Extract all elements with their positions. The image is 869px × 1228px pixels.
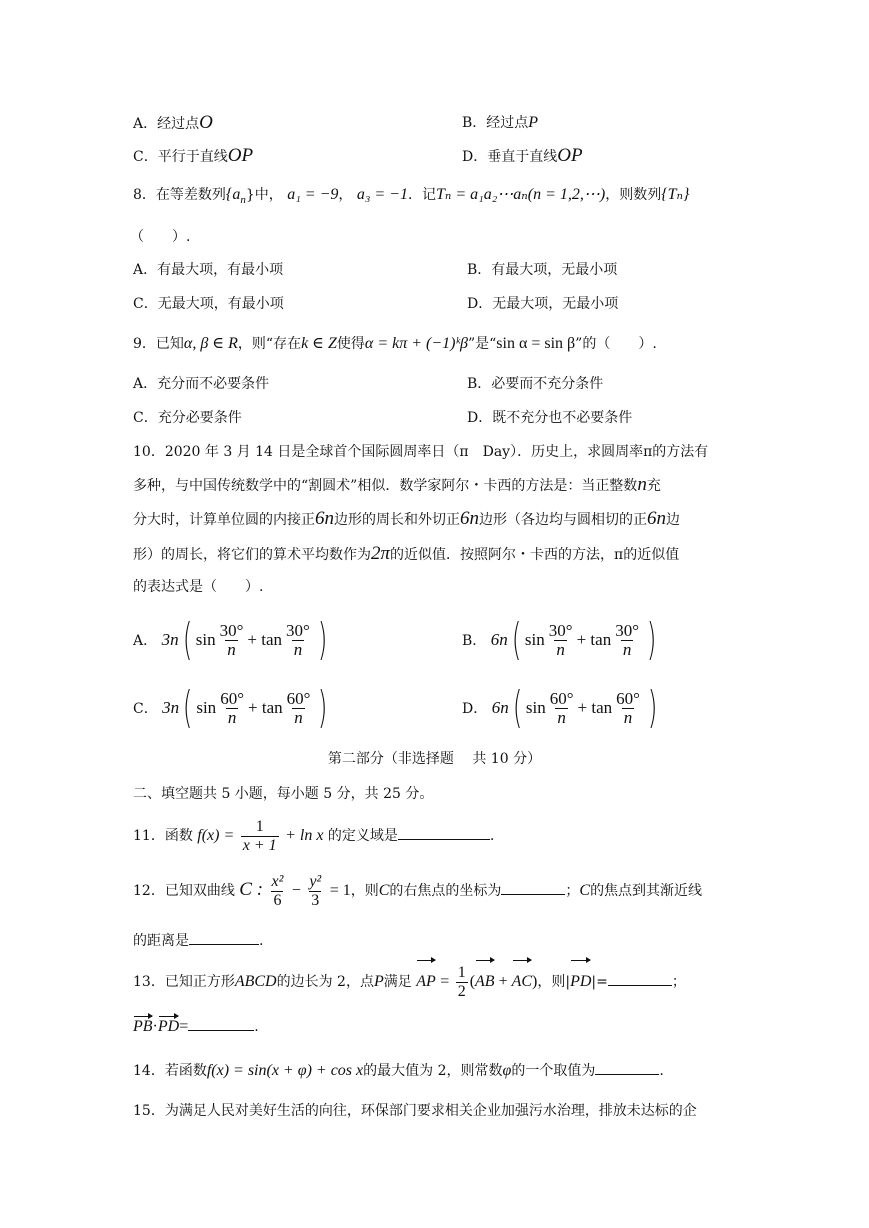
q9-option-b: B．必要而不充分条件 [467, 376, 604, 392]
q12-c3: C [579, 882, 591, 899]
q8-option-c: C．无最大项，有最小项 [133, 296, 284, 312]
right-paren: ) [317, 614, 328, 665]
q9-math-1: α, β ∈ R [183, 335, 238, 352]
tan-label: tan [261, 698, 283, 717]
q11-fx: f(x) = [197, 827, 235, 844]
q11-answer-blank[interactable] [398, 825, 490, 840]
q10-line-2-math: n [637, 474, 647, 495]
sin-label: sin [525, 698, 546, 717]
q14-text-b: 的最大值为 2，则常数 [363, 1063, 503, 1079]
q10-line-3-m2: 6n [460, 508, 479, 529]
vector-pd-2: PD [158, 1016, 179, 1038]
left-paren: ( [182, 614, 192, 665]
plus-sign: + [248, 698, 258, 717]
vector-ac: AC [512, 960, 532, 1004]
fraction [614, 690, 642, 727]
q13-dot: · [152, 1018, 158, 1035]
q8-paren: （ ）. [130, 229, 191, 245]
q9-option-c: C．充分必要条件 [133, 410, 242, 426]
q10-option-d-expr [492, 680, 661, 736]
q10-line-3 [133, 508, 680, 531]
q7-option-c [133, 145, 253, 168]
q12-text-d: ； [565, 883, 580, 899]
q11-text-b: 的定义域是 [327, 828, 398, 844]
q10-option-b-label: B． [462, 633, 487, 649]
q13-sep: ； [671, 974, 686, 990]
q12-c: C : [239, 879, 264, 900]
q10-line-3-d: 边 [666, 512, 680, 528]
q11-denominator: x + 1 [242, 836, 277, 854]
q8-option-b: B．有最大项，无最小项 [467, 262, 618, 278]
q11-fraction [241, 818, 279, 855]
fraction-numerator: 30° [219, 620, 244, 640]
q9-text-a: 9．已知 [133, 336, 184, 352]
q10-line-2-tail: 充 [646, 478, 661, 494]
vector-pd: PD [570, 960, 591, 1004]
q12-text-a: 12．已知双曲线 [133, 883, 235, 899]
q7-option-a-symbol: O [199, 112, 213, 133]
q7-option-c-label: C．平行于直线 [133, 149, 228, 165]
q12-line-2 [133, 930, 263, 952]
q10-option-a [133, 612, 331, 669]
q8-seq-an: {a [225, 186, 241, 203]
plus-sign: + [577, 698, 588, 717]
q7-option-c-symbol: OP [227, 145, 254, 166]
q7-option-b-symbol: P [528, 114, 539, 131]
q12-text-e: 的焦点到其渐近线 [590, 883, 703, 899]
left-paren: ( [512, 682, 522, 733]
q8-tn: Tₙ = a₁a₂⋯aₙ(n = 1,2,⋯) [435, 186, 606, 203]
q12-den2: 3 [311, 891, 320, 909]
q9-text-c: 使得 [336, 336, 365, 352]
q14-text-a: 14．若函数 [133, 1063, 207, 1079]
vector-ab: AB [475, 960, 495, 1004]
fraction-denominator: n [622, 639, 632, 659]
q13-end: . [254, 1019, 259, 1035]
q9-text-b: ，则“存在 [237, 336, 302, 352]
q13-eq: = [440, 973, 450, 990]
q14 [133, 1060, 664, 1082]
q11-numerator: 1 [255, 817, 264, 835]
q10-option-a-expr [162, 612, 331, 668]
fraction [218, 622, 246, 659]
q13-half [456, 964, 468, 1001]
left-paren: ( [511, 614, 522, 665]
fraction-denominator: n [556, 639, 565, 659]
q9-text-e: ”的（ ）. [575, 336, 657, 352]
fraction [285, 690, 313, 727]
q12-end: . [259, 933, 264, 949]
sin-label: sin [196, 698, 217, 717]
tan-label: tan [261, 630, 283, 649]
tan-label: tan [590, 630, 612, 649]
q14-end: . [659, 1063, 664, 1079]
q13-text-e: |= [591, 974, 608, 990]
fraction-numerator: 30° [615, 620, 640, 640]
q12-den1: 6 [273, 891, 282, 909]
fraction [218, 690, 246, 727]
q10-line-3-m3: 6n [647, 508, 666, 529]
q10-option-a-label: A． [133, 633, 158, 649]
q12-answer-blank-2[interactable] [189, 930, 259, 945]
fraction-denominator: n [294, 707, 303, 727]
fraction-denominator: n [227, 639, 236, 659]
right-paren: ) [318, 682, 328, 733]
q10-option-d-label: D． [462, 701, 488, 717]
q8-seq-tn: {Tₙ} [661, 186, 690, 203]
q9-math-4: sin α = sin β [496, 335, 576, 352]
q10-line-1: 10．2020 年 3 月 14 日是全球首个国际圆周率日（π Day）．历史上，求圆周率π的方法有 [133, 444, 709, 460]
q13-eq2: = [179, 1018, 189, 1035]
q13-line-2 [133, 1016, 259, 1038]
q11-end: . [489, 828, 495, 844]
q9-stem [133, 333, 657, 355]
q8-sep: ， [338, 187, 353, 203]
fraction [548, 690, 576, 727]
q7-option-b [462, 112, 538, 134]
q10-line-2 [133, 474, 661, 497]
fraction-numerator: 60° [549, 688, 574, 708]
q10-line-2-text: 多种，与中国传统数学中的“割圆术”相似．数学家阿尔・卡西的方法是：当正整数 [133, 478, 638, 494]
q10-option-a-coef: 3n [161, 630, 179, 649]
q10-option-c [133, 680, 332, 737]
q7-option-a [133, 112, 213, 135]
fraction-denominator: n [293, 639, 303, 659]
q11-text-a: 11．函数 [133, 828, 193, 844]
q10-line-4-math: 2π [371, 543, 391, 564]
q14-text-c: 的一个取值为 [511, 1063, 596, 1079]
fraction-numerator: 60° [286, 688, 311, 708]
q13-answer-blank-2[interactable] [188, 1016, 254, 1031]
q13-text-c: 满足 [383, 974, 412, 990]
vector-ap: AP [416, 960, 436, 1004]
q10-option-c-label: C． [133, 701, 158, 717]
q13-text-b: 的边长为 2，点 [276, 974, 374, 990]
q13-p: P [373, 973, 384, 990]
q9-option-d: D．既不充分也不必要条件 [467, 410, 633, 426]
fraction [284, 622, 312, 659]
q10-option-b [462, 612, 660, 669]
q13-abcd: ABCD [234, 973, 277, 990]
q8-text-c: ．记 [407, 187, 436, 203]
part2-heading: 第二部分（非选择题 共 10 分） [327, 751, 542, 767]
q10-line-5: 的表达式是（ ）. [133, 579, 264, 595]
sin-label: sin [524, 630, 545, 649]
q9-math-3: α = kπ + (−1)ᵏβ [364, 335, 468, 352]
q12-text-c: 的右焦点的坐标为 [389, 883, 502, 899]
q10-option-d-coef: 6n [491, 698, 509, 717]
q7-option-d [462, 145, 583, 168]
q12-text-b: ，则 [350, 883, 379, 899]
q12-fraction-2 [307, 873, 323, 910]
q8-seq-an-sub: n [240, 193, 246, 206]
q8-a3: a₃ = −1 [356, 186, 408, 203]
q9-math-2: k ∈ Z [301, 335, 337, 352]
fraction-denominator: n [557, 707, 566, 727]
q8-option-d: D．无最大项，无最小项 [467, 296, 619, 312]
q10-line-4-a: 形）的周长，将它们的算术平均数作为 [133, 547, 371, 563]
q10-line-3-b: 边形的周长和外切正 [334, 512, 460, 528]
fraction-numerator: 30° [286, 620, 310, 640]
fraction [613, 622, 641, 659]
q12-num1: x² [271, 872, 284, 890]
q13-text-d: ，则| [537, 974, 571, 990]
q13-half-num: 1 [457, 963, 466, 981]
q12 [133, 868, 702, 913]
q10-option-d [462, 680, 661, 737]
q10-line-4-b: 的近似值．按照阿尔・卡西的方法，π的近似值 [390, 547, 680, 563]
fraction-denominator: n [227, 707, 237, 727]
q12-c2: C [378, 882, 390, 899]
q10-option-b-expr [491, 612, 660, 668]
q10-line-3-a: 分大时，计算单位圆的内接正 [133, 512, 315, 528]
q12-line-2-text: 的距离是 [133, 933, 189, 949]
q8-text-a: 8．在等差数列 [133, 187, 226, 203]
q10-line-3-c: 边形（各边均与圆相切的正 [479, 512, 647, 528]
right-paren: ) [647, 682, 658, 733]
q8-a1: a₁ = −9 [287, 186, 339, 203]
q12-eq: = 1 [329, 882, 351, 899]
q9-text-d: ”是“ [467, 336, 497, 352]
q10-option-c-expr [162, 680, 331, 736]
q13-half-den: 2 [457, 982, 466, 1000]
q14-answer-blank[interactable] [595, 1060, 659, 1075]
q13-answer-blank-1[interactable] [608, 971, 672, 986]
fraction-numerator: 60° [220, 688, 244, 708]
fraction-numerator: 30° [548, 620, 573, 640]
q13: 13．已知正方形ABCD的边长为 2，点P满足 AP = $\frac{1}{2}$ (AB + AC)，则|PD|= ； [133, 960, 686, 1004]
tan-label: tan [591, 698, 613, 717]
right-paren: ) [646, 614, 657, 665]
q10-option-b-coef: 6n [490, 630, 508, 649]
q14-fx: f(x) = sin(x + φ) + cos x [206, 1062, 364, 1079]
q12-answer-blank-1[interactable] [501, 880, 565, 895]
q8-text-b: }中， [245, 187, 283, 203]
fraction [547, 622, 575, 659]
plus-sign: + [576, 630, 587, 649]
q14-phi: φ [502, 1062, 512, 1079]
q13-text-a: 13．已知正方形 [133, 974, 235, 990]
q8-option-a: A．有最大项，有最小项 [133, 262, 284, 278]
q10-option-c-coef: 3n [162, 698, 180, 717]
q11 [133, 814, 494, 858]
vector-pb: PB [133, 1016, 153, 1038]
left-paren: ( [183, 682, 193, 733]
q10-line-4 [133, 543, 679, 566]
q9-option-a: A．充分而不必要条件 [133, 376, 270, 392]
q7-option-d-symbol: OP [557, 145, 583, 166]
q8-text-d: ，则数列 [605, 187, 662, 203]
q12-minus: − [291, 882, 301, 899]
plus-sign: + [247, 630, 257, 649]
q11-ln: + ln x [285, 827, 324, 844]
sin-label: sin [195, 630, 216, 649]
q7-option-a-label: A．经过点 [133, 116, 200, 132]
q15-line-1: 15．为满足人民对美好生活的向往，环保部门要求相关企业加强污水治理，排放未达标的企 [133, 1103, 697, 1119]
section-heading: 二、填空题共 5 小题，每小题 5 分，共 25 分。 [133, 786, 434, 802]
q12-num2: y² [309, 872, 322, 890]
q7-option-b-label: B．经过点 [462, 115, 529, 131]
fraction-numerator: 60° [616, 688, 640, 708]
fraction-denominator: n [623, 707, 633, 727]
q7-option-d-label: D．垂直于直线 [462, 149, 558, 165]
q12-fraction-1 [269, 873, 285, 910]
q10-line-3-m1: 6n [315, 508, 334, 529]
q8-stem [133, 184, 689, 211]
